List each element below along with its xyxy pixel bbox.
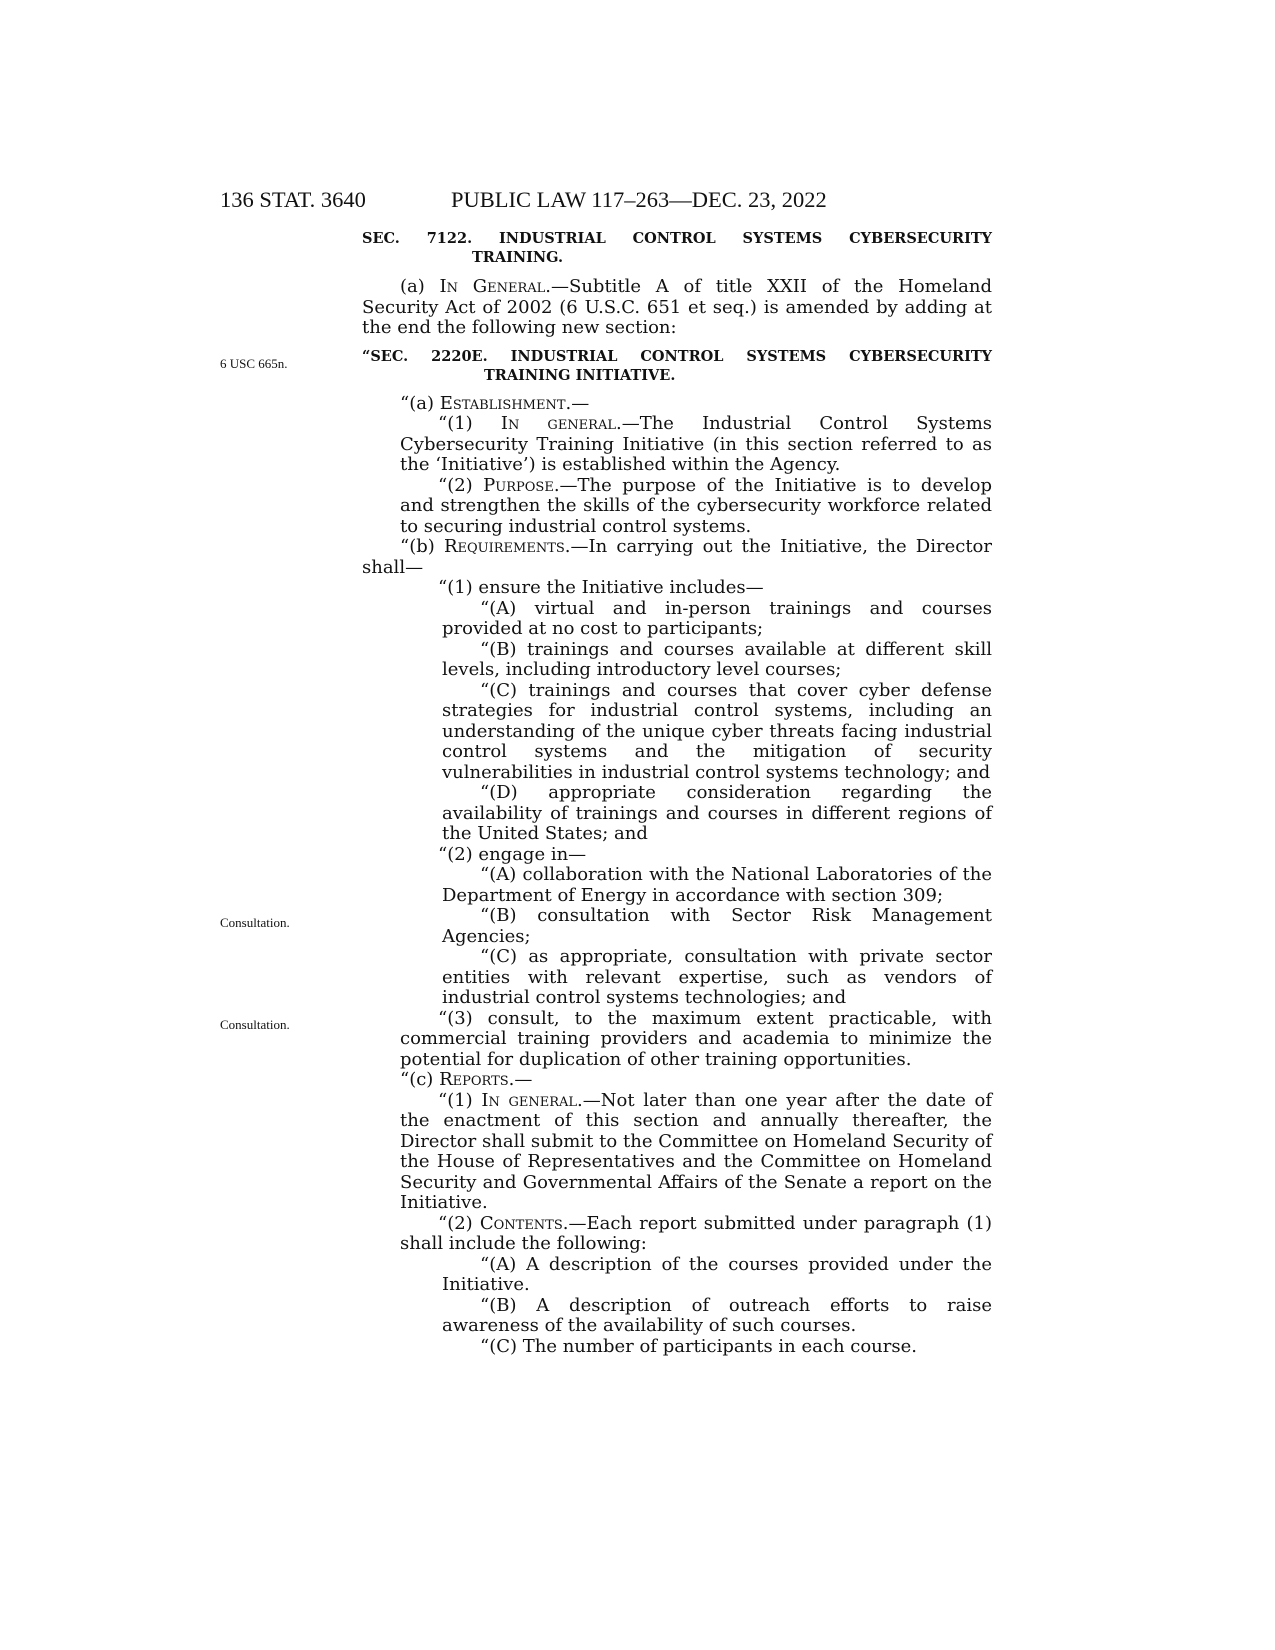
paragraph-2-purpose: “(2) Purpose.—The purpose of the Initiative is to develop and strengthen the skills of the cybersecurity workforce related to securing industrial control systems. <box>400 474 993 537</box>
reports-paragraph-2: “(2) Contents.—Each report submitted under paragraph (1) shall include the following: <box>400 1212 992 1254</box>
requirement-2-a: “(A) collaboration with the National Laboratories of the Department of Energy in accordance with section 309; <box>442 864 992 906</box>
margin-note-consultation: Consultation. <box>220 915 290 930</box>
subsection-b-requirements: “(b) Requirements.—In carrying out the Initiative, the Director shall— <box>362 536 992 578</box>
paragraph-1-in-general: “(1) In general.—The Industrial Control Systems Cybersecurity Training Initiative (in this section referred to as the ‘Initiative’) is established within the Agency. <box>400 413 993 475</box>
section-heading-7122: SEC. 7122. INDUSTRIAL CONTROL SYSTEMS CYBERSECURITY TRAINING. <box>362 230 992 266</box>
reports-paragraph-1: “(1) In general.—Not later than one year after the date of the enactment of this section and annually thereafter, the Director shall submit to the Committee on Homeland Security of the House of Representatives and the Committee on Homeland Security and Governmental Affairs of the Senate a report on the Initiative. <box>400 1089 993 1213</box>
requirement-3: “(3) consult, to the maximum extent practicable, with commercial training providers and academia to minimize the potential for duplication of other training opportunities. <box>400 1007 992 1070</box>
section-heading-2220e: “SEC. 2220E. INDUSTRIAL CONTROL SYSTEMS CYBERSECURITY TRAINING INITIATIVE. <box>362 347 992 384</box>
requirement-1-d: “(D) appropriate consideration regarding the availability of trainings and courses in different regions of the United States; and <box>442 782 992 844</box>
reports-contents-a: “(A) A description of the courses provided under the Initiative. <box>442 1253 992 1295</box>
requirement-1-c: “(C) trainings and courses that cover cyber defense strategies for industrial control systems, including an understanding of the unique cyber threats facing industrial control systems and the mitigation of security vulnerabilities in industrial control systems technology; and <box>442 679 992 783</box>
subsection-a-establishment: “(a) Establishment.— <box>400 392 590 414</box>
requirement-1-a: “(A) virtual and in-person trainings and courses provided at no cost to participants; <box>442 597 992 639</box>
requirement-1: “(1) ensure the Initiative includes— <box>438 577 764 598</box>
running-header-title: PUBLIC LAW 117–263—DEC. 23, 2022 <box>451 187 827 212</box>
requirement-1-b: “(B) trainings and courses available at different skill levels, including introductory level courses; <box>442 638 992 680</box>
margin-note-usc: 6 USC 665n. <box>220 356 288 371</box>
reports-contents-b: “(B) A description of outreach efforts to raise awareness of the availability of such courses. <box>442 1294 992 1336</box>
subsection-a-in-general: (a) In General.—Subtitle A of title XXII of the Homeland Security Act of 2002 (6 U.S.C. 651 et seq.) is amended by adding at the end the following new section: <box>362 276 993 338</box>
requirement-2-b: “(B) consultation with Sector Risk Management Agencies; <box>442 905 992 947</box>
requirement-2: “(2) engage in— <box>438 843 587 865</box>
subsection-c-reports: “(c) Reports.— <box>400 1069 533 1090</box>
reports-contents-c: “(C) The number of participants in each course. <box>480 1335 917 1357</box>
requirement-2-c: “(C) as appropriate, consultation with private sector entities with relevant expertise, such as vendors of industrial control systems technologies; and <box>442 946 992 1008</box>
margin-note-consultation: Consultation. <box>220 1017 290 1032</box>
page-stat-reference: 136 STAT. 3640 <box>220 187 366 212</box>
statute-body <box>362 229 992 1357</box>
